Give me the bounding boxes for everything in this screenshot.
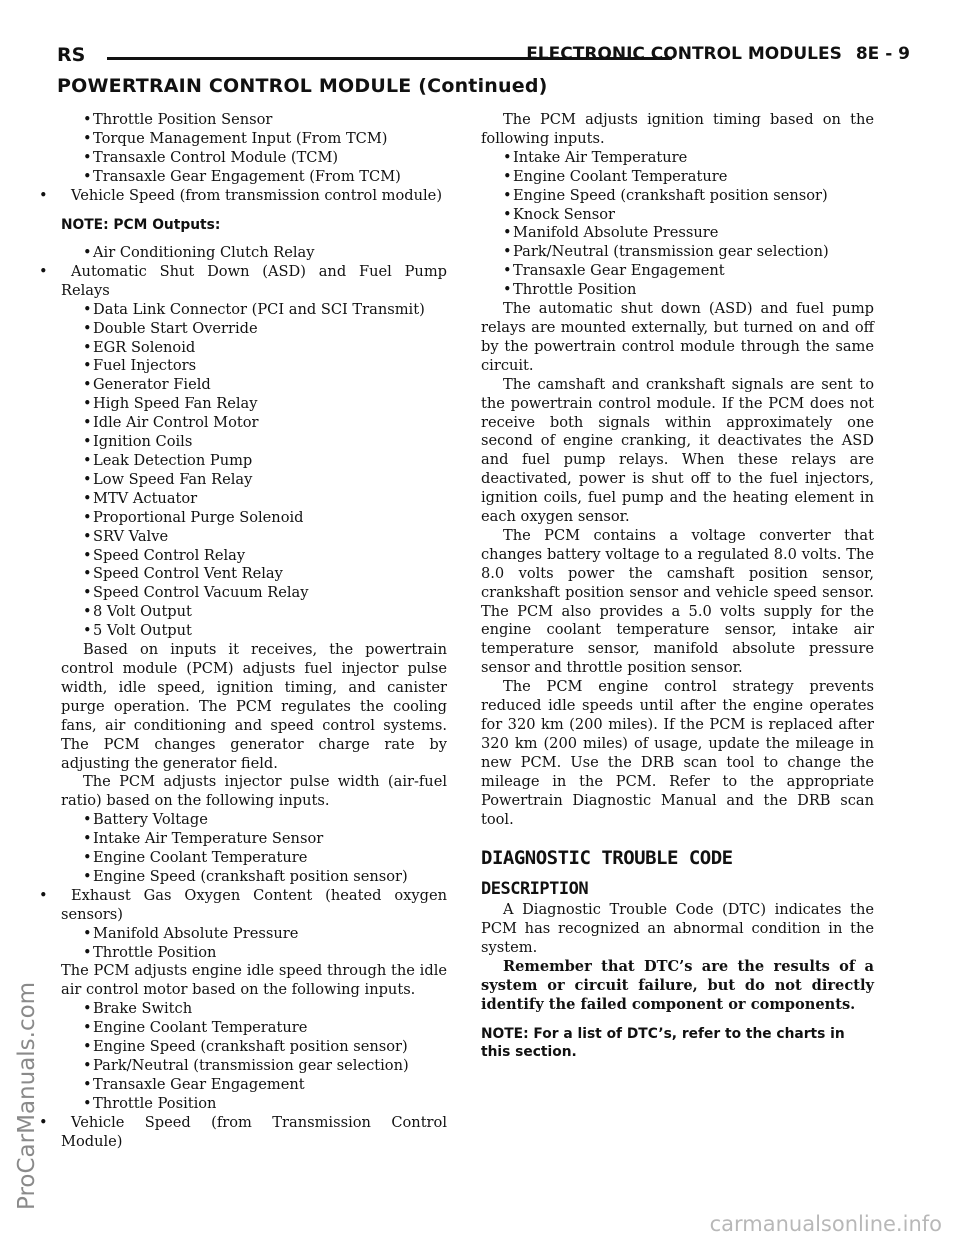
list-item: •Engine Coolant Temperature [83,1019,308,1037]
list-item: •MTV Actuator [83,489,198,507]
list-item: •Fuel Injectors [83,357,197,375]
list-item: •Low Speed Fan Relay [83,470,253,488]
paragraph-cam-crank-signals: The camshaft and crankshaft signals are sent to the powertrain control module. If the PCM does not receive both signals within approximately one second of engine cranking, it deactivates the ASD and fuel pump relays. When these relays are deactivated, power is shut off to the fuel injectors, ignition coils, fuel pump and the heating element in each oxygen sensor. [481,375,874,526]
page-header [57,44,910,74]
note-dtc-list: NOTE: For a list of DTC’s, refer to the charts in this section. [481,1025,845,1061]
left-column [39,111,447,1152]
list-item: •High Speed Fan Relay [83,395,258,413]
list-item: •Torque Management Input (From TCM) [83,129,388,147]
list-item: •Throttle Position Sensor [83,111,273,128]
paragraph-based-on-inputs: Based on inputs it receives, the powertrain control module (PCM) adjusts fuel injector pulse width, idle speed, ignition timing, and canister purge operation. The PCM regulates the cooling fans, air conditioning and speed control systems. The PCM changes generator charge rate by adjusting the generator field. [61,641,447,772]
side-watermark: ProCarManuals.com [14,981,40,1210]
right-column [481,111,874,1072]
list-item: •5 Volt Output [83,622,192,640]
list-item: •Engine Speed (crankshaft position sensor) [503,186,828,204]
list-item: •EGR Solenoid [83,338,196,356]
pulse-inputs-list [39,811,447,962]
list-item: •Air Conditioning Clutch Relay [83,244,315,262]
list-item: •Engine Coolant Temperature [83,849,308,867]
list-item: •SRV Valve [83,527,169,545]
list-item: •Data Link Connector (PCI and SCI Transmit) [83,300,425,318]
list-item: •Transaxle Gear Engagement (From TCM) [83,167,401,185]
list-item: •Battery Voltage [83,811,208,829]
paragraph-idle-speed: The PCM adjusts engine idle speed through the idle air control motor based on the following inputs. [61,962,447,999]
idle-inputs-list [39,1000,447,1151]
page-subtitle: POWERTRAIN CONTROL MODULE (Continued) [57,75,548,97]
list-item: • Automatic Shut Down (ASD) and Fuel Pump Relays [39,262,447,299]
list-item: •Throttle Position [83,943,217,961]
list-item: •Idle Air Control Motor [83,414,259,432]
section-title-dtc: DIAGNOSTIC TROUBLE CODE [481,847,733,870]
subsection-title-description: DESCRIPTION [481,879,589,900]
header-chapter [526,44,910,64]
paragraph-ignition-timing: The PCM adjusts ignition timing based on the following inputs. [481,111,874,147]
list-item: •Transaxle Control Module (TCM) [83,148,339,166]
bottom-watermark: carmanualsonline.info [709,1212,942,1236]
outputs-list [39,244,447,641]
paragraph-remember: Remember that DTC’s are the results of a system or circuit failure, but do not directly identify the failed component or components. [481,957,874,1013]
list-item: • Vehicle Speed (from transmission control module) [39,186,443,204]
list-item: •Brake Switch [83,1000,193,1018]
list-item: •Manifold Absolute Pressure [503,224,719,242]
list-item: •Speed Control Relay [83,546,246,564]
list-item: • Exhaust Gas Oxygen Content (heated oxygen sensors) [39,886,447,923]
paragraph-asd-relays: The automatic shut down (ASD) and fuel pump relays are mounted externally, but turned on and off by the powertrain control module through the same circuit. [481,300,874,374]
list-item: •Intake Air Temperature Sensor [83,830,324,848]
list-item: •Double Start Override [83,319,258,337]
list-item: •Throttle Position [503,281,637,299]
list-item: •Engine Coolant Temperature [503,167,728,185]
note-outputs: NOTE: PCM Outputs: [61,216,221,233]
list-item: •Ignition Coils [83,433,193,451]
paragraph-dtc: A Diagnostic Trouble Code (DTC) indicates the PCM has recognized an abnormal condition in the system. [481,901,874,957]
list-item: •Intake Air Temperature [503,148,688,166]
list-item: •8 Volt Output [83,603,192,621]
page-number: 8E - 9 [855,44,910,64]
list-item: •Manifold Absolute Pressure [83,924,299,942]
list-item: •Knock Sensor [503,205,616,223]
list-item: • Vehicle Speed (from Transmission Control Module) [39,1113,447,1150]
inputs-tail-list [39,111,447,206]
list-item: •Engine Speed (crankshaft position sensor) [83,1038,408,1056]
list-item: •Speed Control Vacuum Relay [83,584,309,602]
list-item: •Transaxle Gear Engagement [503,262,725,280]
list-item: •Proportional Purge Solenoid [83,508,304,526]
list-item: •Park/Neutral (transmission gear selection) [83,1057,409,1074]
list-item: •Engine Speed (crankshaft position sensor) [83,867,408,885]
timing-inputs-list [481,149,874,300]
list-item: •Generator Field [83,376,211,394]
paragraph-control-strategy: The PCM engine control strategy prevents reduced idle speeds until after the engine operates for 320 km (200 miles). If the PCM is replaced after 320 km (200 miles) of usage, update the mileage in new PCM. Use the DRB scan tool to change the mileage in the PCM. Refer to the appropriate Powertrain Diagnostic Manual and the DRB scan tool. [481,678,874,828]
header-section-code: RS [57,44,86,66]
list-item: •Throttle Position [83,1094,217,1112]
paragraph-pulse-width: The PCM adjusts injector pulse width (air-fuel ratio) based on the following inputs. [61,773,447,810]
header-chapter-title: ELECTRONIC CONTROL MODULES [526,44,842,64]
list-item: •Speed Control Vent Relay [83,565,283,583]
list-item: •Transaxle Gear Engagement [83,1075,305,1093]
paragraph-voltage-converter: The PCM contains a voltage converter that changes battery voltage to a regulated 8.0 volts. The 8.0 volts power the camshaft position sensor, crankshaft position sensor and vehicle speed sensor. The PCM also provides a 5.0 volts supply for the engine coolant temperature sensor, intake air temperature sensor, manifold absolute pressure sensor and throttle position sensor. [481,526,874,677]
list-item: •Park/Neutral (transmission gear selection) [503,243,829,261]
list-item: •Leak Detection Pump [83,452,253,469]
